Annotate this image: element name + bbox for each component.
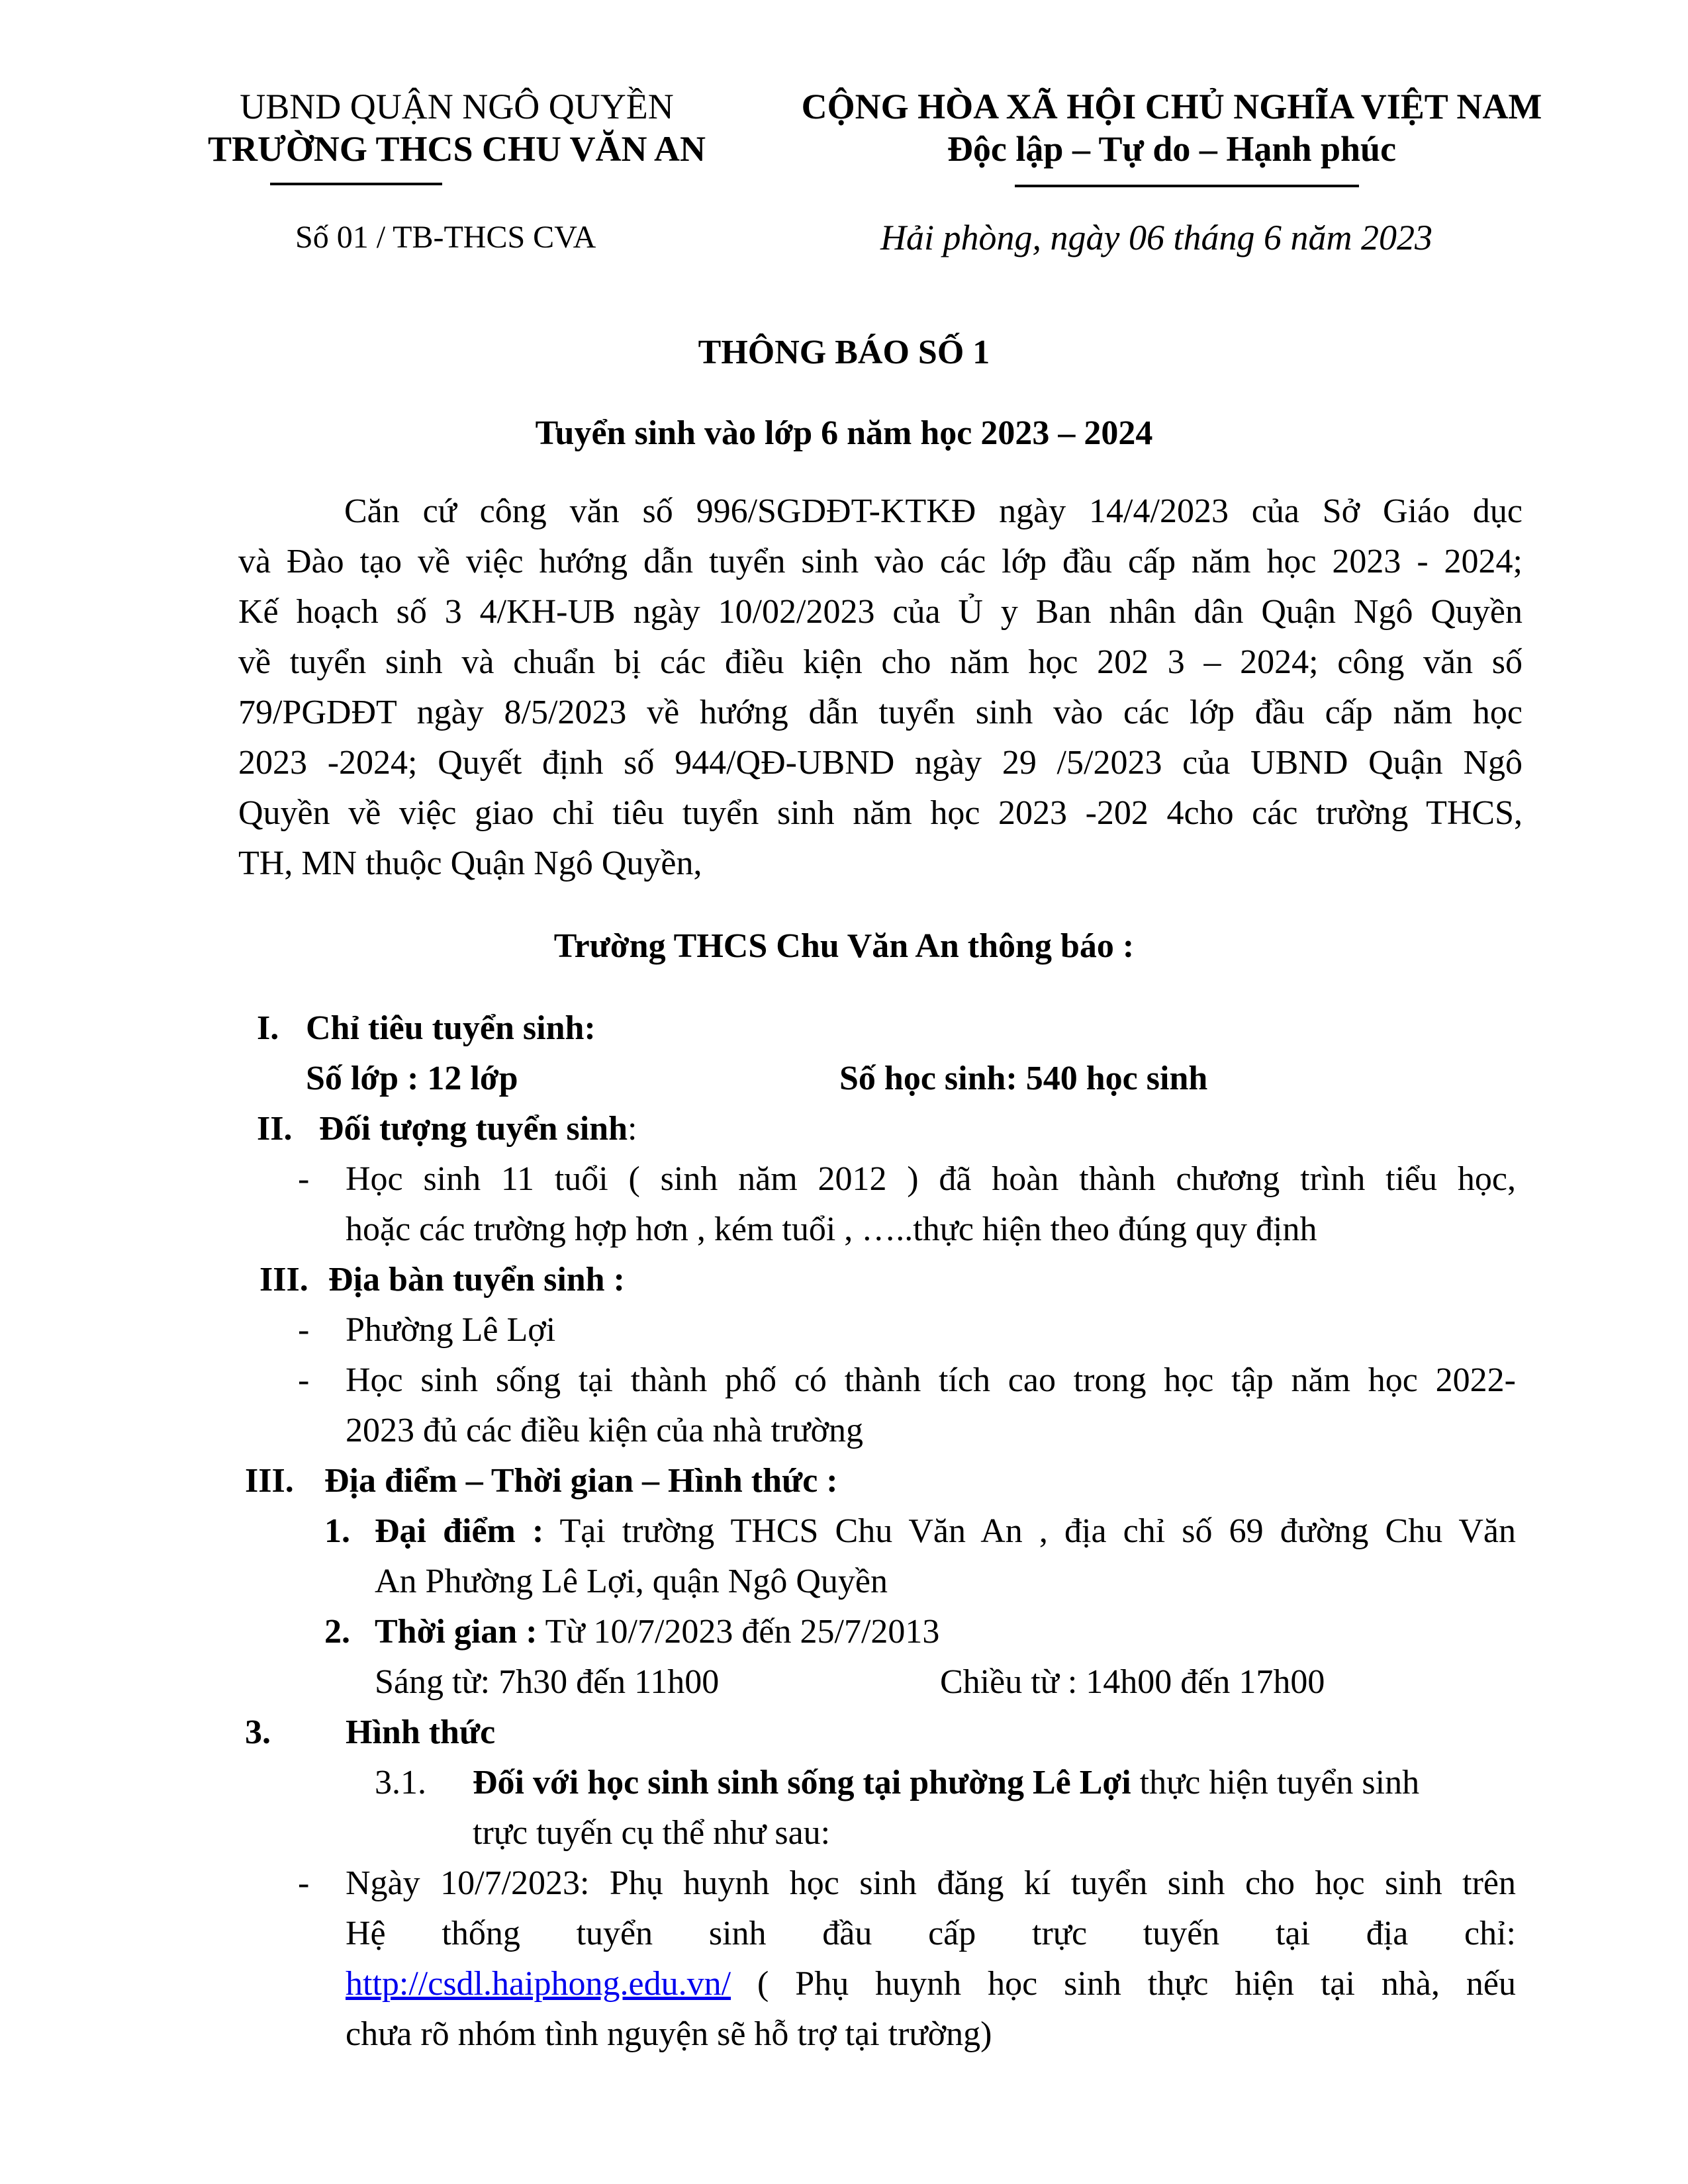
preamble-paragraph [238,486,1523,897]
target-item-line1-wrap [346,1154,1516,1205]
preamble-line: Quyền về việc giao chỉ tiêu tuyển sinh năm học 2023 -202 4cho các trường THCS, [238,794,1523,832]
registration-line2: Hệ thống tuyển sinh đầu cấp trực tuyến tại địa chỉ: [346,1915,1516,1952]
preamble-line: về tuyển sinh và chuẩn bị các điều kiện cho năm học 202 3 – 2024; công văn số [238,643,1523,681]
place-line2: An Phường Lê Lợi, quận Ngô Quyền [375,1563,888,1600]
area-item-1: Phường Lê Lợi [346,1311,556,1349]
form-number: 3. [245,1713,271,1751]
afternoon-hours: Chiều từ : 14h00 đến 17h00 [940,1663,1325,1701]
preamble-line: 79/PGDĐT ngày 8/5/2023 về hướng dẫn tuyển sinh vào các lớp đầu cấp năm học [238,694,1523,731]
student-count: Số học sinh: 540 học sinh [839,1060,1208,1097]
section-2-title [319,1104,637,1154]
registration-line2-wrap [346,1909,1516,1959]
section-2-number: II. [257,1110,293,1148]
registration-line3 [346,1959,1516,2009]
place-line1 [375,1506,1516,1557]
agency-name: UBND QUẬN NGÔ QUYỀN [240,87,674,126]
preamble-line: 2023 -2024; Quyết định số 944/QĐ-UBND ngày 29 /5/2023 của UBND Quận Ngô [238,744,1523,782]
section-2-colon: : [628,1110,637,1148]
registration-line1: Ngày 10/7/2023: Phụ huynh học sinh đăng kí tuyển sinh cho học sinh trên [346,1864,1516,1902]
time-number: 2. [324,1613,350,1651]
subsection-line2: trực tuyến cụ thể như sau: [473,1814,831,1852]
preamble-line: TH, MN thuộc Quận Ngô Quyền, [238,844,702,882]
place-number: 1. [324,1512,350,1550]
school-name: TRƯỜNG THCS CHU VĂN AN [207,129,706,169]
date-place: Hải phòng, ngày 06 tháng 6 năm 2023 [880,218,1432,257]
notice-subtitle: Tuyển sinh vào lớp 6 năm học 2023 – 2024 [535,414,1153,452]
subsection-line1 [473,1758,1419,1808]
national-title: CỘNG HÒA XÃ HỘI CHỦ NGHĨA VIỆT NAM [801,87,1542,126]
bullet: - [298,1311,310,1349]
form-label: Hình thức [346,1713,496,1751]
place-line1-wrap [375,1506,1516,1557]
place-label: Đại điểm : [375,1512,544,1550]
section-4-title: Địa điểm – Thời gian – Hình thức : [324,1462,838,1500]
preamble-line: Kế hoạch số 3 4/KH-UB ngày 10/02/2023 của Ủ y Ban nhân dân Quận Ngô Quyền [238,593,1523,631]
area-item-2-line1-wrap [346,1355,1516,1406]
class-count: Số lớp : 12 lớp [306,1060,518,1097]
registration-line3-rest: ( Phụ huynh học sinh thực hiện tại nhà, nếu [731,1965,1516,2003]
morning-hours: Sáng từ: 7h30 đến 11h00 [375,1663,720,1701]
time-line [375,1607,939,1657]
registration-line4: chưa rõ nhóm tình nguyện sẽ hỗ trợ tại trường) [346,2015,992,2053]
subsection-rest: thực hiện tuyển sinh [1131,1764,1420,1801]
announce-heading: Trường THCS Chu Văn An thông báo : [553,927,1135,965]
bullet: - [298,1864,310,1902]
left-header-rule [270,183,442,185]
place-value: Tại trường THCS Chu Văn An , địa chỉ số 69 đường Chu Văn [543,1512,1516,1550]
registration-line3-wrap [346,1959,1516,2009]
registration-line1-wrap [346,1858,1516,1909]
subsection-number: 3.1. [375,1764,426,1801]
target-item-line1: Học sinh 11 tuổi ( sinh năm 2012 ) đã hoàn thành chương trình tiểu học, [346,1160,1516,1198]
section-2-title-text: Đối tượng tuyển sinh [319,1110,628,1148]
national-motto: Độc lập – Tự do – Hạnh phúc [947,129,1397,169]
time-value: Từ 10/7/2023 đến 25/7/2013 [537,1613,940,1651]
preamble-line: và Đào tạo về việc hướng dẫn tuyển sinh vào các lớp đầu cấp năm học 2023 - 2024; [238,543,1523,580]
section-3-title: Địa bàn tuyển sinh : [328,1261,625,1298]
notice-title: THÔNG BÁO SỐ 1 [698,334,990,371]
subsection-bold: Đối với học sinh sinh sống tại phường Lê Lợi [473,1764,1131,1801]
section-3-number: III. [259,1261,308,1298]
bullet: - [298,1160,310,1198]
area-item-2-line1: Học sinh sống tại thành phố có thành tích cao trong học tập năm học 2022- [346,1361,1516,1399]
preamble-line: Căn cứ công văn số 996/SGDĐT-KTKĐ ngày 14/4/2023 của Sở Giáo dục [344,492,1523,530]
document-number: Số 01 / TB-THCS CVA [295,220,596,255]
section-1-number: I. [257,1009,279,1047]
registration-link[interactable]: http://csdl.haiphong.edu.vn/ [346,1965,731,2003]
right-header-rule [1015,185,1359,187]
bullet: - [298,1361,310,1399]
section-4-number: III. [245,1462,294,1500]
area-item-2-line2: 2023 đủ các điều kiện của nhà trường [346,1412,863,1449]
target-item-line2: hoặc các trường hợp hơn , kém tuổi , …..thực hiện theo đúng quy định [346,1210,1317,1248]
time-label: Thời gian : [375,1613,538,1651]
section-1-title: Chỉ tiêu tuyển sinh: [306,1009,596,1047]
